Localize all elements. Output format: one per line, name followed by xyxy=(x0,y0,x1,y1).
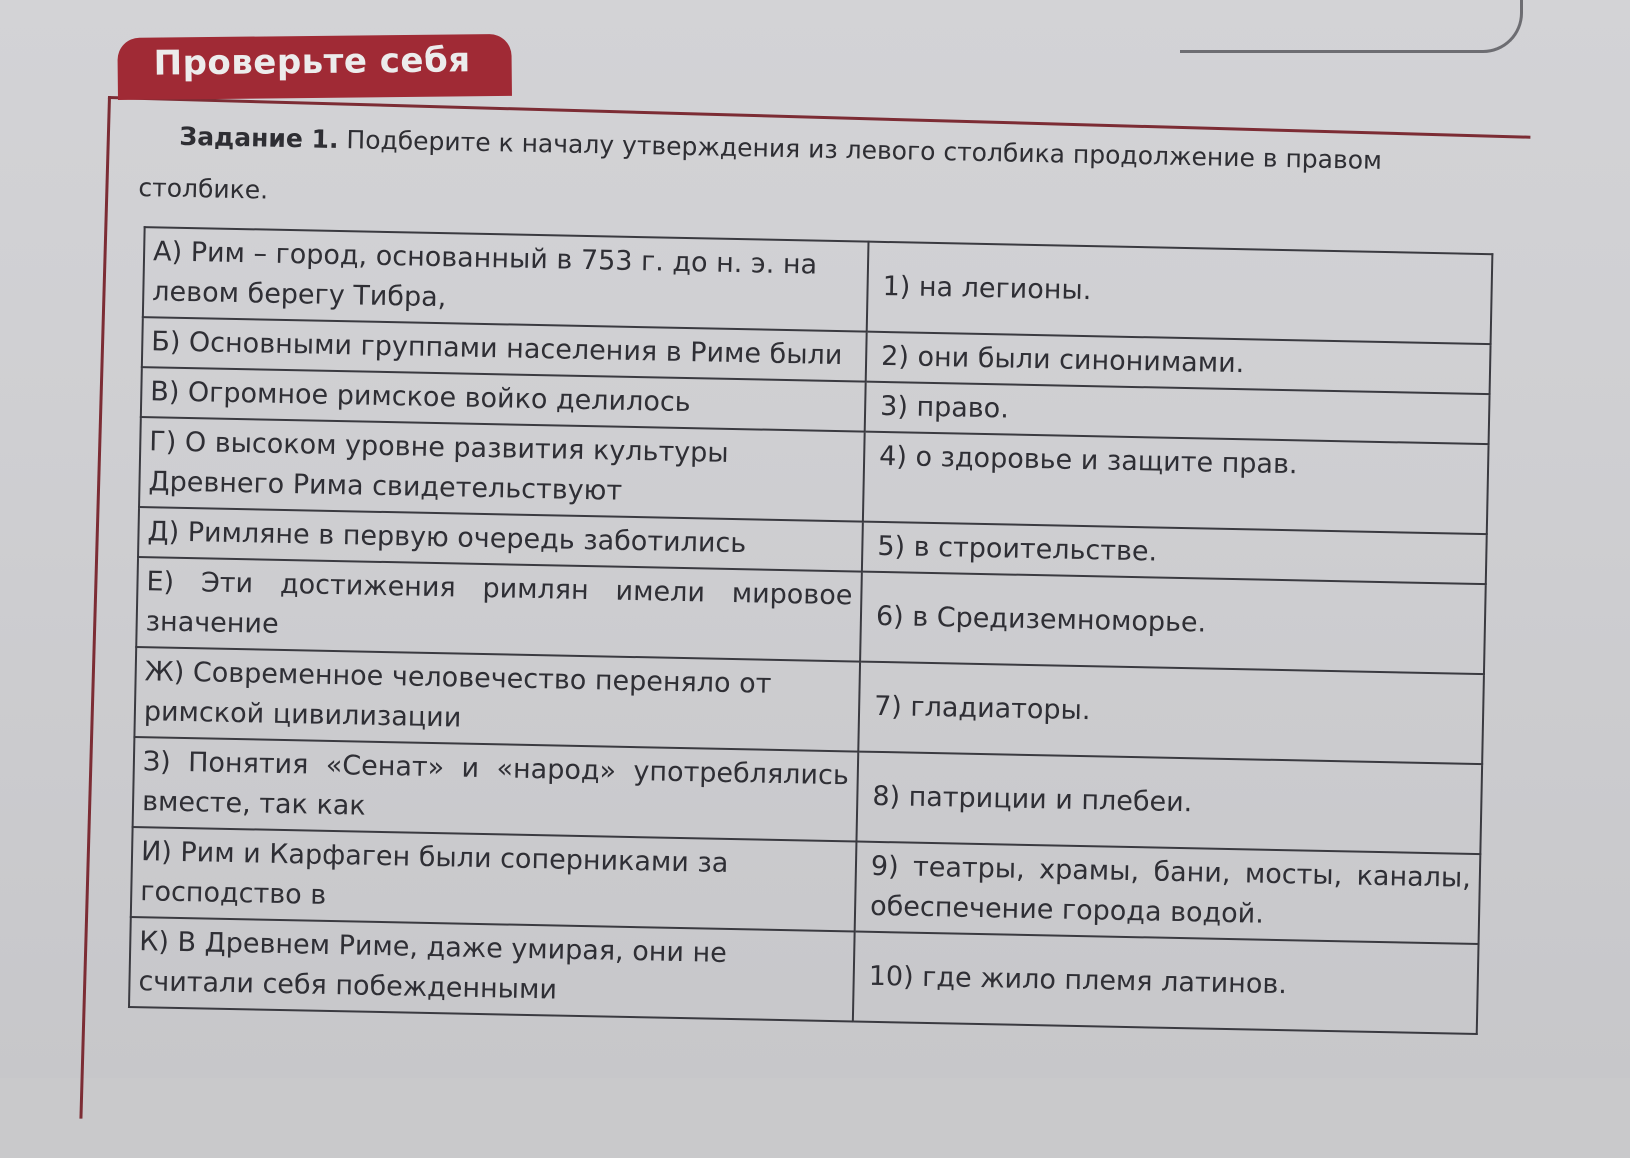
statement-start: Е) Эти достижения римлян имели мировое значение xyxy=(136,557,862,662)
statement-start: А) Рим – город, основанный в 753 г. до н. э. на левом берегу Тибра, xyxy=(143,227,869,332)
statement-end: 5) в строительстве. xyxy=(862,522,1487,585)
statement-end: 2) они были синонимами. xyxy=(866,332,1491,395)
statement-start: К) В Древнем Риме, даже умирая, они не считали себя побежденными xyxy=(129,917,855,1022)
statement-end: 10) где жило племя латинов. xyxy=(853,932,1479,1035)
statement-end: 4) о здоровье и защите прав. xyxy=(863,432,1489,535)
statement-end: 9) театры, храмы, бани, мосты, каналы, обеспечение города водой. xyxy=(855,842,1481,945)
statement-start: Д) Римляне в первую очередь заботились xyxy=(138,507,863,572)
statement-end: 6) в Средиземноморье. xyxy=(860,572,1486,675)
section-title: Проверьте себя xyxy=(153,40,471,84)
task-content xyxy=(122,110,1480,1035)
statement-start: Б) Основными группами населения в Риме были xyxy=(142,317,867,382)
task-text: Подберите к началу утверждения из левого столбика продолжение в правом столбике. xyxy=(138,124,1383,205)
statement-end: 7) гладиаторы. xyxy=(858,662,1484,765)
statement-start: Г) О высоком уровне развития культуры Древнего Рима свидетельствуют xyxy=(139,417,865,522)
statement-start: В) Огромное римское войко делилось xyxy=(141,367,866,432)
task-label: Задание 1. xyxy=(179,121,339,154)
statement-end: 1) на легионы. xyxy=(867,242,1493,345)
statement-end: 8) патриции и плебеи. xyxy=(856,752,1482,855)
page-decoration xyxy=(1180,0,1523,53)
statement-end: 3) право. xyxy=(865,382,1490,445)
statement-start: Ж) Современное человечество переняло от римской цивилизации xyxy=(134,647,860,752)
section-header-tab xyxy=(117,34,512,100)
statement-start: З) Понятия «Сенат» и «народ» употреблялись вместе, так как xyxy=(133,737,859,842)
statement-start: И) Рим и Карфаген были соперниками за господство в xyxy=(131,827,857,932)
matching-table xyxy=(128,226,1493,1035)
